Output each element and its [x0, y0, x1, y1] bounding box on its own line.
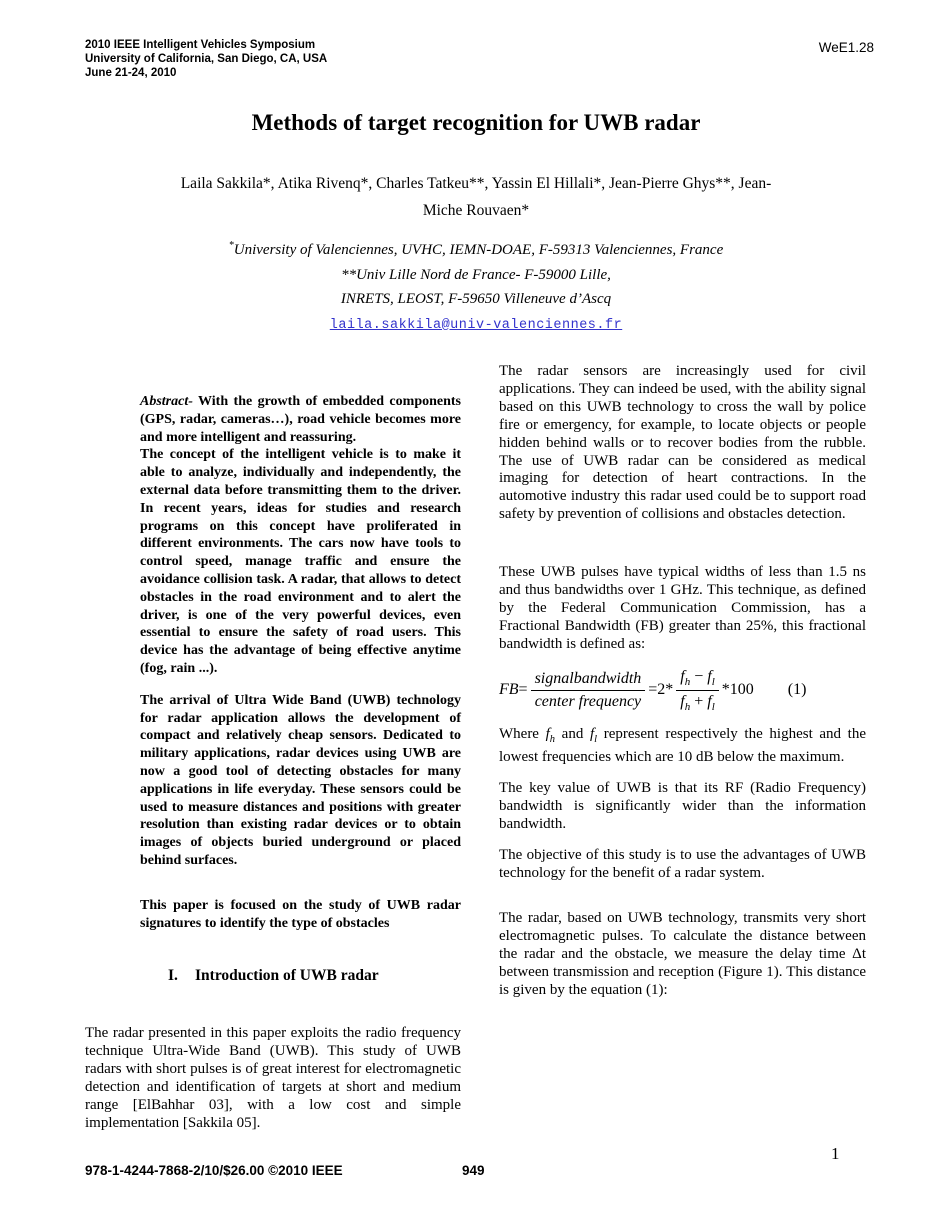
equation-number: (1) — [787, 681, 807, 699]
eq-frac2-numerator: $f_h - f_l$ — [676, 668, 719, 691]
affiliation-text-1: University of Valenciennes, UVHC, IEMN-DOAE, F-59313 Valenciennes, France — [233, 242, 724, 258]
eq-times-100: *100 — [721, 681, 754, 699]
equation-1 — [499, 668, 866, 713]
abstract-paragraph-2: The arrival of Ultra Wide Band (UWB) technology for radar application allows the development of compact and relatively cheap sensors. Dedicated to military applications, radar devices using UWB are now a good tool of detecting obstacles for many applications in life everyday. These sensors could be used to measure distances and positions with greater resolution than existing radar devices or to obtain images of objects buried underground or placed behind surfaces. — [140, 692, 461, 868]
eq-coefficient: 2 — [657, 681, 666, 699]
where-paragraph: Where $f_h$ and $f_l$ represent respectively the highest and the lowest frequencies which are 10 dB below the maximum. — [499, 726, 866, 765]
right-paragraph-4: The key value of UWB is that its RF (Radio Frequency) bandwidth is significantly wider than the information bandwidth. — [499, 779, 866, 832]
author-line-2: Miche Rouvaen* — [422, 202, 530, 219]
right-paragraph-5: The objective of this study is to use the advantages of UWB technology for the benefit of a radar system. — [499, 846, 866, 881]
affiliation-asterisk: * — [228, 240, 234, 251]
left-column — [85, 393, 461, 1133]
conference-dates: June 21-24, 2010 — [85, 67, 177, 79]
affiliation-email-row — [0, 312, 952, 339]
author-line-1: Laila Sakkila*, Atika Rivenq*, Charles Tatkeu**, Yassin El Hillali*, Jean-Pierre Ghys**, Jean- — [180, 175, 772, 192]
email-link[interactable]: laila.sakkila@univ-valenciennes.fr — [329, 317, 623, 333]
session-code: WeE1.28 — [818, 40, 874, 55]
eq-lhs: FB — [499, 681, 519, 699]
eq-equals-2: = — [648, 681, 658, 699]
right-paragraph-6: The radar, based on UWB technology, transmits very short electromagnetic pulses. To calculate the distance between the radar and the obstacle, we measure the delay time Δt between transmission and reception (Figure 1). This distance is given by the equation (1): — [499, 910, 866, 999]
affiliation-line-1 — [0, 234, 952, 263]
footer-copyright: 978-1-4244-7868-2/10/$26.00 ©2010 IEEE — [85, 1163, 343, 1178]
eq-frac2-denominator: $f_h + f_l$ — [680, 692, 715, 714]
page-title: Methods of target recognition for UWB radar — [251, 110, 701, 135]
eq-frac1-numerator: signalbandwidth — [531, 670, 646, 691]
author-list — [0, 170, 952, 224]
eq-frac1-denominator: center frequency — [534, 692, 642, 710]
conference-header — [85, 38, 327, 80]
footer-page-number: 949 — [462, 1163, 485, 1178]
eq-equals-1: = — [518, 681, 528, 699]
affiliations — [0, 234, 952, 338]
conference-name: 2010 IEEE Intelligent Vehicles Symposium — [85, 39, 316, 51]
abstract-paragraph-3: This paper is focused on the study of UWB radar signatures to identify the type of obstacles — [140, 897, 461, 931]
right-paragraph-1: The radar sensors are increasingly used for civil applications. They can indeed be used, with the ability signal based on this UWB technology to cross the wall by police fire or emergency, for example, to locate objects or people hidden behind walls or to recover bodies from the rubble. The use of UWB radar can be considered as medical imaging for detection of heart contractions. In the automotive industry this radar used could be to support road safety by prevention of collisions and obstacles detection. — [499, 363, 866, 523]
right-column — [499, 363, 866, 1000]
eq-fraction-2 — [676, 668, 719, 713]
eq-star-1: * — [665, 681, 674, 699]
affiliation-line-3: INRETS, LEOST, F-59650 Villeneuve d’Ascq — [340, 291, 612, 307]
eq-fraction-1 — [531, 670, 646, 711]
conference-location: University of California, San Diego, CA, USA — [85, 53, 328, 65]
abstract-p1a-text: With the growth of embedded components (GPS, radar, cameras…), road vehicle becomes more and more intelligent and reassuring. — [140, 394, 461, 445]
abstract-paragraph-1b: The concept of the intelligent vehicle is to make it able to analyze, individually and independently, the external data before transmitting them to the driver. In recent years, ideas for studies and research programs on this concept have proliferated in different environments. The cars now have tools to control speed, manage traffic and ensure the avoidance collision task. A radar, that allows to detect obstacles in the road environment and to alert the driver, is one of the very powerful devices, even essential to ensure the safety of road users. This device has the advantage of being effective anytime (fog, rain ...). — [140, 447, 461, 676]
abstract-paragraph-1 — [140, 393, 461, 446]
abstract-label: Abstract- — [140, 394, 193, 409]
corner-page-number: 1 — [831, 1144, 840, 1163]
affiliation-line-2: **Univ Lille Nord de France- F-59000 Lille, — [341, 266, 611, 283]
right-paragraph-2: These UWB pulses have typical widths of less than 1.5 ns and thus bandwidths over 1 GHz. This technique, as defined by the Federal Communication Commission, has a Fractional Bandwidth (FB) greater than 25%, this fractional bandwidth is defined as: — [499, 564, 866, 652]
section-title: Introduction of UWB radar — [195, 967, 379, 985]
intro-paragraph: The radar presented in this paper exploits the radio frequency technique Ultra-Wide Band (UWB). This study of UWB radars with short pulses is of great interest for electromagnetic detection and identification of targets at short and medium range [ElBahhar 03], with a low cost and simple implementation [Sakkila 05]. — [85, 1025, 461, 1131]
section-number: I. — [168, 967, 178, 985]
section-heading-1 — [85, 967, 461, 985]
abstract — [85, 393, 461, 932]
